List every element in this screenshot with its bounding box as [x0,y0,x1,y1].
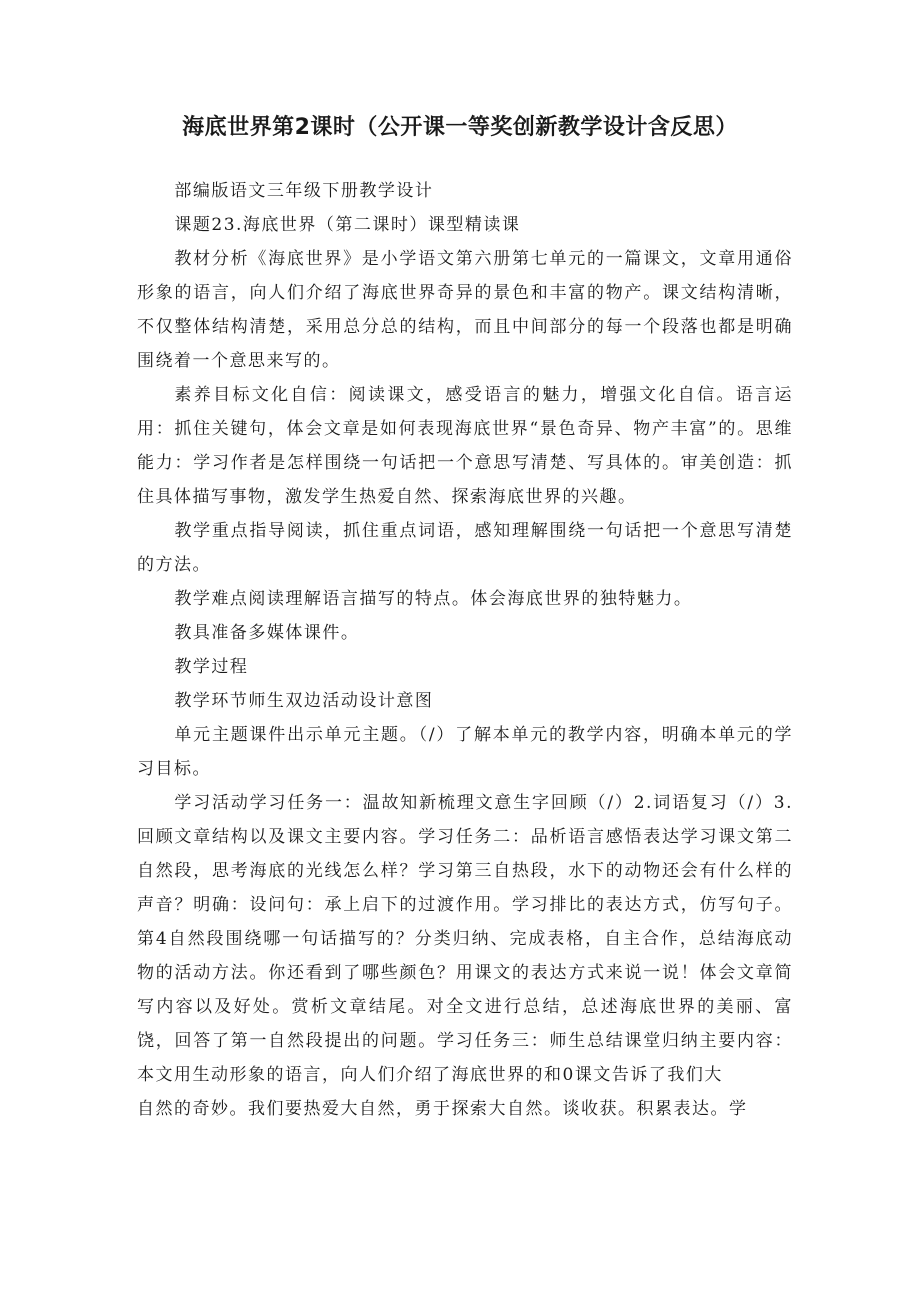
paragraph-teaching-focus: 教学重点指导阅读，抓住重点词语，感知理解围绕一句话把一个意思写清楚的方法。 [137,521,793,575]
document-title: 海底世界第2课时（公开课一等奖创新教学设计含反思） [182,115,738,140]
paragraph-process-table-header: 教学环节师生双边活动设计意图 [174,691,434,711]
paragraph-unit-theme: 单元主题课件出示单元主题。（/）了解本单元的教学内容，明确本单元的学习目标。 [137,725,793,779]
paragraph-textbook-edition: 部编版语文三年级下册教学设计 [174,181,434,201]
paragraph-lesson-topic: 课题23.海底世界（第二课时）课型精读课 [174,215,521,235]
paragraph-teaching-process: 教学过程 [174,657,249,677]
paragraph-material-analysis: 教材分析《海底世界》是小学语文第六册第七单元的一篇课文，文章用通俗形象的语言，向人们介绍了海底世界奇异的景色和丰富的物产。课文结构清晰，不仅整体结构清楚，采用总分总的结构，而且中间部分的每一个段落也都是明确围绕着一个意思来写的。 [137,249,793,371]
document-body [137,174,793,1126]
paragraph-teaching-difficulty: 教学难点阅读理解语言描写的特点。体会海底世界的独特魅力。 [174,589,693,609]
paragraph-learning-activities: 学习活动学习任务一：温故知新梳理文意生字回顾（/）2.词语复习（/）3.回顾文章结构以及课文主要内容。学习任务二：品析语言感悟表达学习课文第二自然段，思考海底的光线怎么样？学习第三自热段，水下的动物还会有什么样的声音？明确：设问句：承上启下的过渡作用。学习排比的表达方式，仿写句子。第4自然段围绕哪一句话描写的？分类归纳、完成表格，自主合作，总结海底动物的活动方法。你还看到了哪些颜色？用课文的表达方式来说一说！体会文章简写内容以及好处。赏析文章结尾。对全文进行总结，总述海底世界的美丽、富饶，回答了第一自然段提出的问题。学习任务三：师生总结课堂归纳主要内容：本文用生动形象的语言，向人们介绍了海底世界的和0课文告诉了我们大 [137,793,793,1085]
paragraph-literacy-goals: 素养目标文化自信：阅读课文，感受语言的魅力，增强文化自信。语言运用：抓住关键句，体会文章是如何表现海底世界“景色奇异、物产丰富”的。思维能力：学习作者是怎样围绕一句话把一个意思写清楚、写具体的。审美创造：抓住具体描写事物，激发学生热爱自然、探索海底世界的兴趣。 [137,385,793,507]
paragraph-continuation: 自然的奇妙。我们要热爱大自然，勇于探索大自然。谈收获。积累表达。学 [137,1099,748,1119]
paragraph-teaching-aids: 教具准备多媒体课件。 [174,623,360,643]
